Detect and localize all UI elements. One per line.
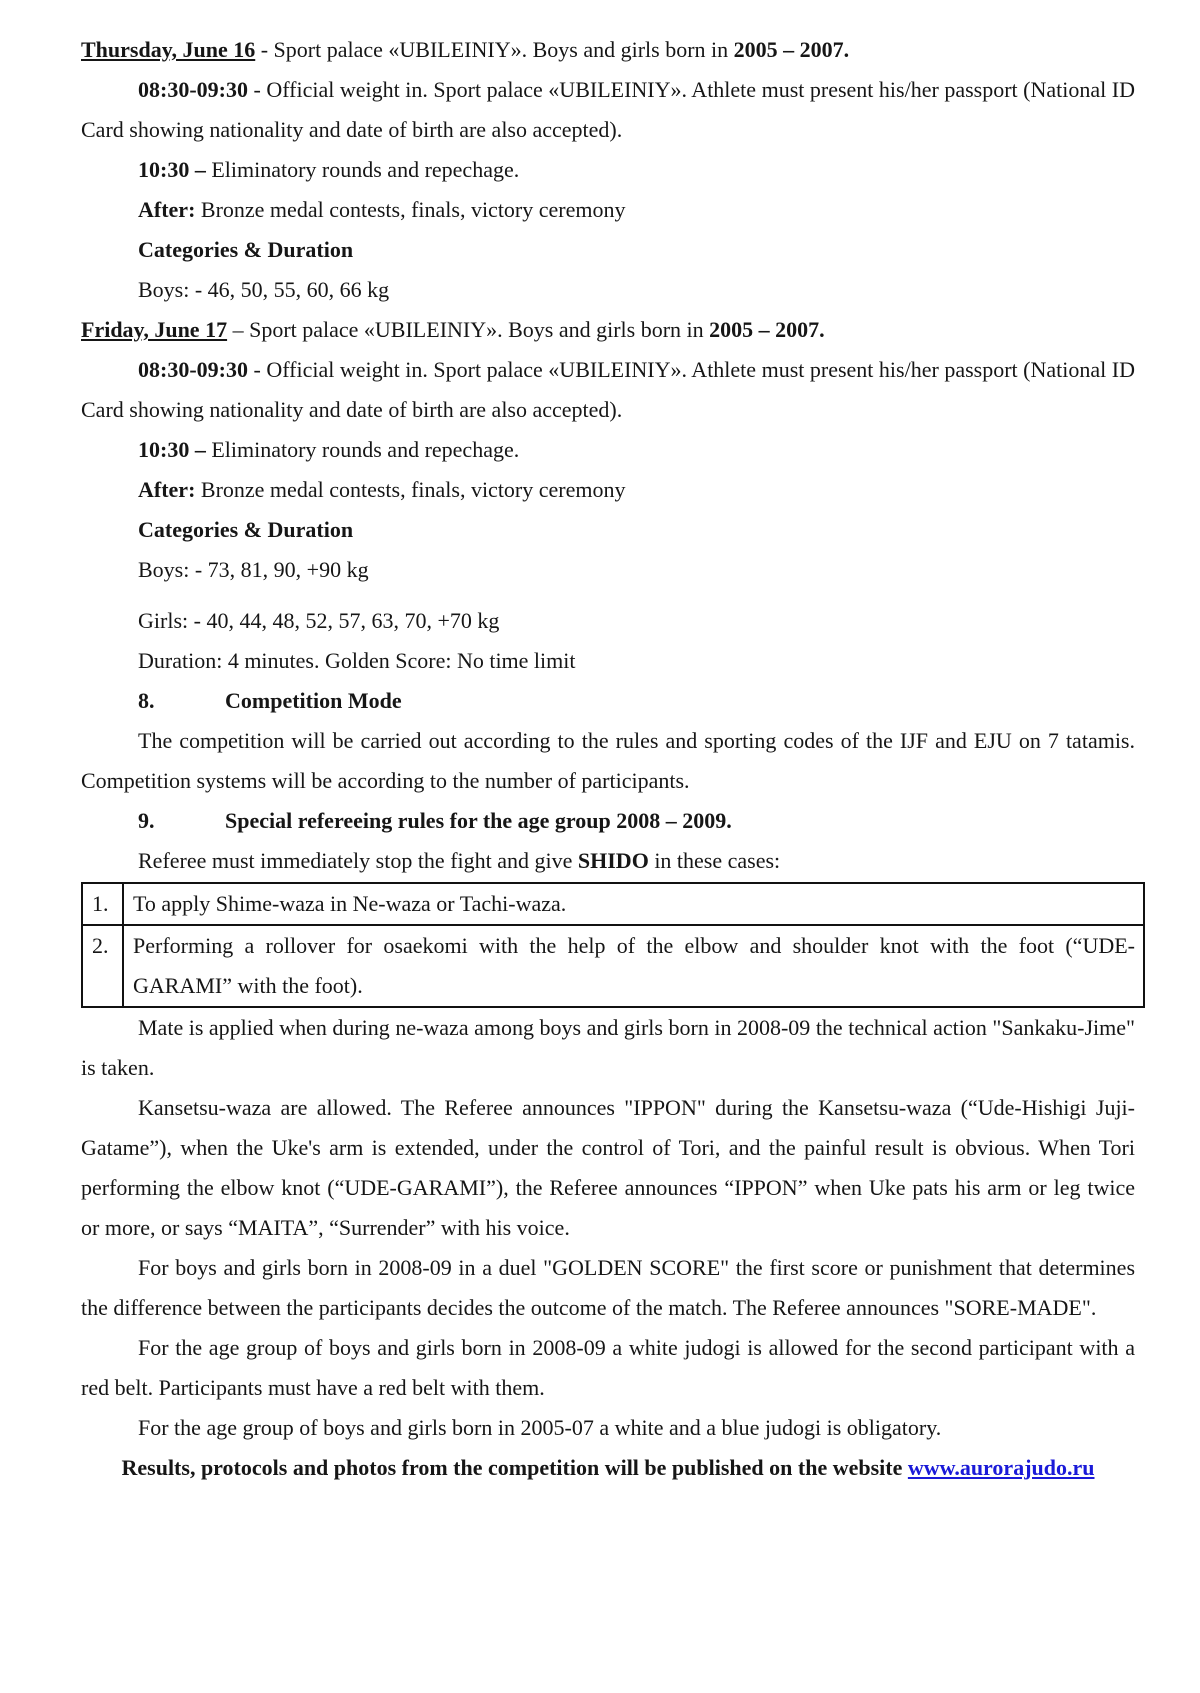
section-9-intro-pre: Referee must immediately stop the fight and give [138,848,578,873]
thursday-intro: - Sport palace «UBILEINIY». Boys and girls born in [255,37,734,62]
friday-after-label: After: [138,477,196,502]
friday-after [81,470,1135,510]
shido-rules-table [81,882,1145,1008]
thursday-years: 2005 – 2007. [733,37,850,62]
friday-boys: Boys: - 73, 81, 90, +90 kg [138,557,369,582]
section-8-title: Competition Mode [225,688,402,713]
friday-years: 2005 – 2007. [709,317,825,342]
judogi-paragraph-2005: For the age group of boys and girls born in 2005-07 a white and a blue judogi is obligatory. [138,1415,942,1440]
friday-heading [81,310,1135,350]
results-notice [81,1448,1135,1488]
friday-eliminatory [81,430,1135,470]
friday-elim-time: 10:30 – [138,437,206,462]
kansetsu-paragraph: Kansetsu-waza are allowed. The Referee announces "IPPON" during the Kansetsu-waza (“Ude-Hishigi Juji-Gatame”), when the Uke's arm is extended, under the control of Tori, and the painful result is obvious. When Tori performing the elbow knot (“UDE-GARAMI”), the Referee announces “IPPON” when Uke pats his arm or leg twice or more, or says “MAITA”, “Surrender” with his voice. [81,1095,1135,1240]
thursday-elim-time: 10:30 – [138,157,206,182]
section-8-text: The competition will be carried out according to the rules and sporting codes of the IJF and EJU on 7 tatamis. Competition systems will be according to the number of participants. [81,728,1135,793]
section-9-number: 9. [138,808,155,833]
friday-categories-heading [81,510,1135,550]
thursday-eliminatory [81,150,1135,190]
friday-categories-label: Categories & Duration [138,517,354,542]
judogi-paragraph-2008: For the age group of boys and girls born in 2008-09 a white judogi is allowed for the second participant with a red belt. Participants must have a red belt with them. [81,1335,1135,1400]
results-text: Results, protocols and photos from the competition will be published on the website [121,1455,908,1480]
friday-weigh-time: 08:30-09:30 [138,357,248,382]
rule-text: To apply Shime-waza in Ne-waza or Tachi-waza. [123,883,1144,925]
friday-girls: Girls: - 40, 44, 48, 52, 57, 63, 70, +70 kg [138,608,500,633]
thursday-date: Thursday, June 16 [81,37,256,62]
website-link[interactable]: www.aurorajudo.ru [907,1455,1095,1480]
shido-label: SHIDO [577,848,649,873]
section-9-heading [81,801,1135,841]
thursday-after [81,190,1135,230]
thursday-boys: Boys: - 46, 50, 55, 60, 66 kg [138,277,390,302]
thursday-weigh-time: 08:30-09:30 [138,77,248,102]
section-9-intro [81,841,1135,881]
mate-paragraph: Mate is applied when during ne-waza among boys and girls born in 2008-09 the technical action "Sankaku-Jime" is taken. [81,1015,1135,1080]
friday-intro: – Sport palace «UBILEINIY». Boys and girls born in [227,317,710,342]
rule-text: Performing a rollover for osaekomi with the help of the elbow and shoulder knot with the foot (“UDE-GARAMI” with the foot). [123,925,1144,1007]
friday-after-text: Bronze medal contests, finals, victory ceremony [195,477,626,502]
thursday-weigh-in [81,70,1135,150]
thursday-elim-text: Eliminatory rounds and repechage. [205,157,520,182]
thursday-after-text: Bronze medal contests, finals, victory ceremony [195,197,626,222]
table-row [82,883,1144,925]
section-8-number: 8. [138,688,155,713]
rule-number: 2. [82,925,123,1007]
document-page [81,30,1135,1488]
spacer [81,590,1135,601]
table-row [82,925,1144,1007]
thursday-categories-heading [81,230,1135,270]
thursday-heading [81,30,1135,70]
thursday-weigh-text: - Official weight in. Sport palace «UBILEINIY». Athlete must present his/her passport (National ID Card showing nationality and date of birth are also accepted). [81,77,1135,142]
rule-number: 1. [82,883,123,925]
friday-duration: Duration: 4 minutes. Golden Score: No time limit [138,648,576,673]
friday-weigh-in [81,350,1135,430]
section-8-heading [81,681,1135,721]
friday-elim-text: Eliminatory rounds and repechage. [205,437,520,462]
thursday-after-label: After: [138,197,196,222]
golden-score-paragraph: For boys and girls born in 2008-09 in a duel "GOLDEN SCORE" the first score or punishment that determines the difference between the participants decides the outcome of the match. The Referee announces "SORE-MADE". [81,1255,1135,1320]
friday-weigh-text: - Official weight in. Sport palace «UBILEINIY». Athlete must present his/her passport (National ID Card showing nationality and date of birth are also accepted). [81,357,1135,422]
thursday-categories-label: Categories & Duration [138,237,354,262]
section-9-title: Special refereeing rules for the age group 2008 – 2009. [225,808,732,833]
friday-date: Friday, June 17 [81,317,228,342]
section-9-intro-post: in these cases: [648,848,781,873]
